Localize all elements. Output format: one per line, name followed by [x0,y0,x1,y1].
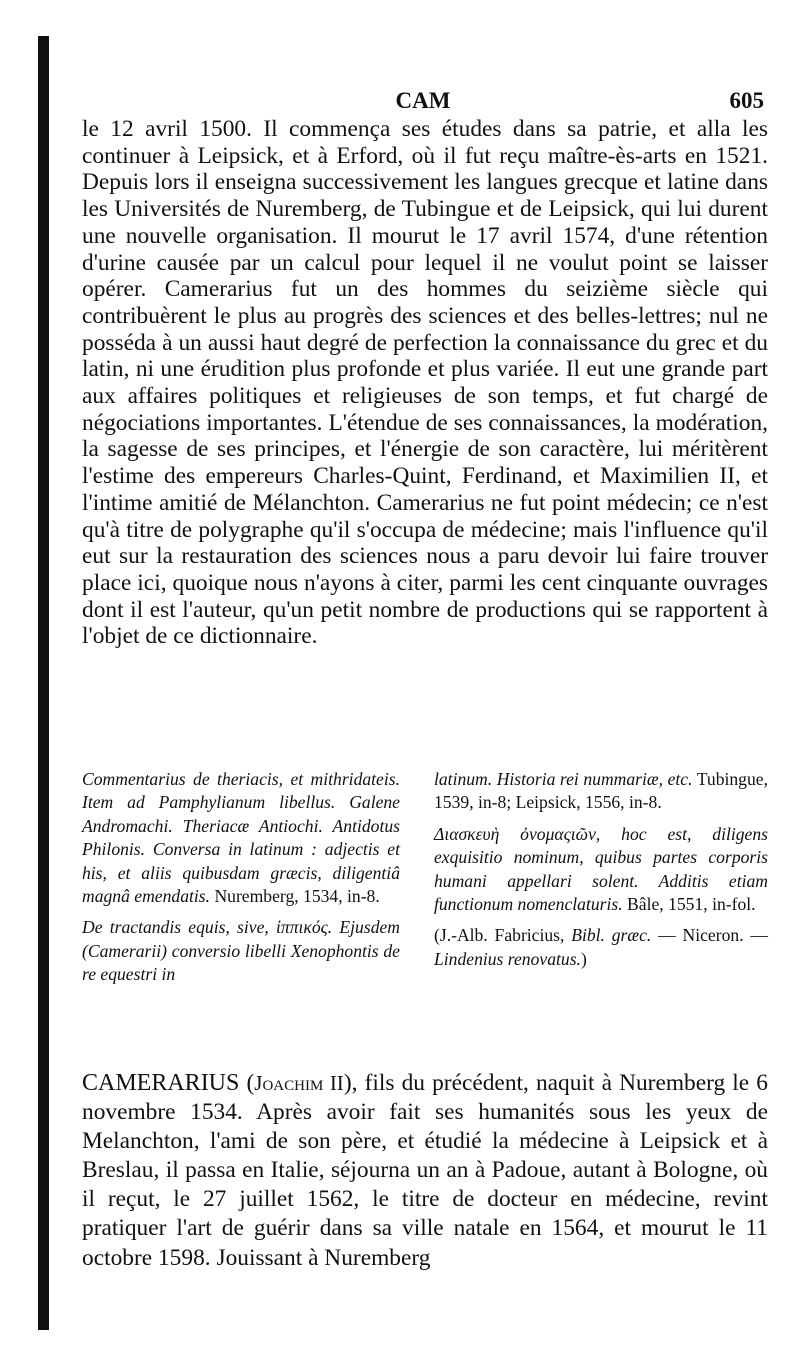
bibliography-column-left [82,768,400,995]
bibliography-title: De tractandis equis, sive, ἱππικός. Ejusdem (Camerarii) conversio libelli Xenophontis de re equestri in [82,917,400,985]
entry-headword: CAMERARIUS [82,1070,240,1096]
sources-prefix: (J.-Alb. Fabricius, [434,925,565,946]
bibliography-title: Διασκευὴ ὀνομαςιῶν, hoc est, diligens exquisitio nominum, quibus partes corporis humani appellari solent. Additis etiam functionum nomenclaturis. [434,823,768,915]
bibliography-imprint: Nuremberg, 1534, in-8. [214,886,380,907]
entry-text: fils du précédent, naquit à Nuremberg le 6 novembre 1534. Après avoir fait ses humanités sous les yeux de Melanchton, l'ami de son père, et étudié la médecine à Leipsick et à Breslau, il passa en Italie, séjourna un an à Padoue, autant à Bologne, où il reçut, le 27 juillet 1562, le titre de docteur en médecine, revint pratiquer l'art de guérir dans sa ville natale en 1564, et mourut le 11 octobre 1598. Jouissant à Nuremberg [82,1070,768,1271]
bibliography-entry [434,823,768,917]
body-paragraph-entry: CAMERARIUS (Joachim II), fils du précédent, naquit à Nuremberg le 6 novembre 1534. Après avoir fait ses humanités sous les yeux de Melanchton, l'ami de son père, et étudié la médecine à Leipsick et à Breslau, il passa en Italie, séjourna un an à Padoue, autant à Bologne, où il reçut, le 27 juillet 1562, le titre de docteur en médecine, revint pratiquer l'art de guérir dans sa ville natale en 1564, et mourut le 11 octobre 1598. Jouissant à Nuremberg [82,1070,768,1271]
running-head: CAM [395,88,451,113]
binding-shadow [38,36,49,1330]
bibliography-imprint: Tubingue, 1539, in-8; Leipsick, 1556, in-8. [434,769,768,813]
page-number: 605 [729,88,764,113]
bibliography-title: latinum. Historia rei nummariæ, etc. [434,769,693,789]
bibliography-entry [82,916,400,986]
bibliography-title: Commentarius de theriacis, et mithridateis. Item ad Pamphylianum libellus. Galene Andromachi. Theriacæ Antiochi. Antidotus Philonis. Conversa in latinum : adjectis et his, et aliis quibusdam græcis, diligentiâ magnâ emendatis. [82,769,400,907]
body-paragraph-top: le 12 avril 1500. Il commença ses études dans sa patrie, et alla les continuer à Leipsick, et à Erford, où il fut reçu maître-ès-arts en 1521. Depuis lors il enseigna successivement les langues grecque et latine dans les Universités de Nuremberg, de Tubingue et de Leipsick, qui lui durent une nouvelle organisation. Il mourut le 17 avril 1574, d'une rétention d'urine causée par un calcul pour lequel il ne voulut point se laisser opérer. Camerarius fut un des hommes du seizième siècle qui contribuèrent le plus au progrès des sciences et des belles-lettres; nul ne posséda à un aussi haut degré de perfection la connaissance du grec et du latin, ni une érudition plus profonde et plus variée. Il eut une grande part aux affaires politiques et religieuses de son temps, et fut chargé de négociations importantes. L'étendue de ses connaissances, la modération, la sagesse de ses principes, et l'énergie de son caractère, lui méritèrent l'estime des empereurs Charles-Quint, Ferdinand, et Maximilien II, et l'intime amitié de Mélanchton. Camerarius ne fut point médecin; ce n'est qu'à titre de polygraphe qu'il s'occupa de médecine; mais l'influence qu'il eut sur la restauration des sciences nous a paru devoir lui faire trouver place ici, quoique nous n'ayons à citer, parmi les cent cinquante ouvrages dont il est l'auteur, qu'un petit nombre de productions qui se rapportent à l'objet de ce dictionnaire. [82,116,768,650]
sources-separator: — Niceron. — [658,925,768,946]
bibliography-entry [434,768,768,815]
bibliography [82,768,768,1043]
page-header [82,88,764,118]
bibliography-sources [434,924,768,971]
bibliography-entry [82,768,400,908]
bibliography-column-right [434,768,768,979]
sources-work: Bibl. græc. [571,925,652,946]
bibliography-imprint: Bâle, 1551, in-fol. [627,894,756,915]
sources-work: Lindenius renovatus. [434,948,581,969]
sources-suffix: ) [580,948,587,969]
entry-given-name: Joachim II [254,1071,344,1095]
